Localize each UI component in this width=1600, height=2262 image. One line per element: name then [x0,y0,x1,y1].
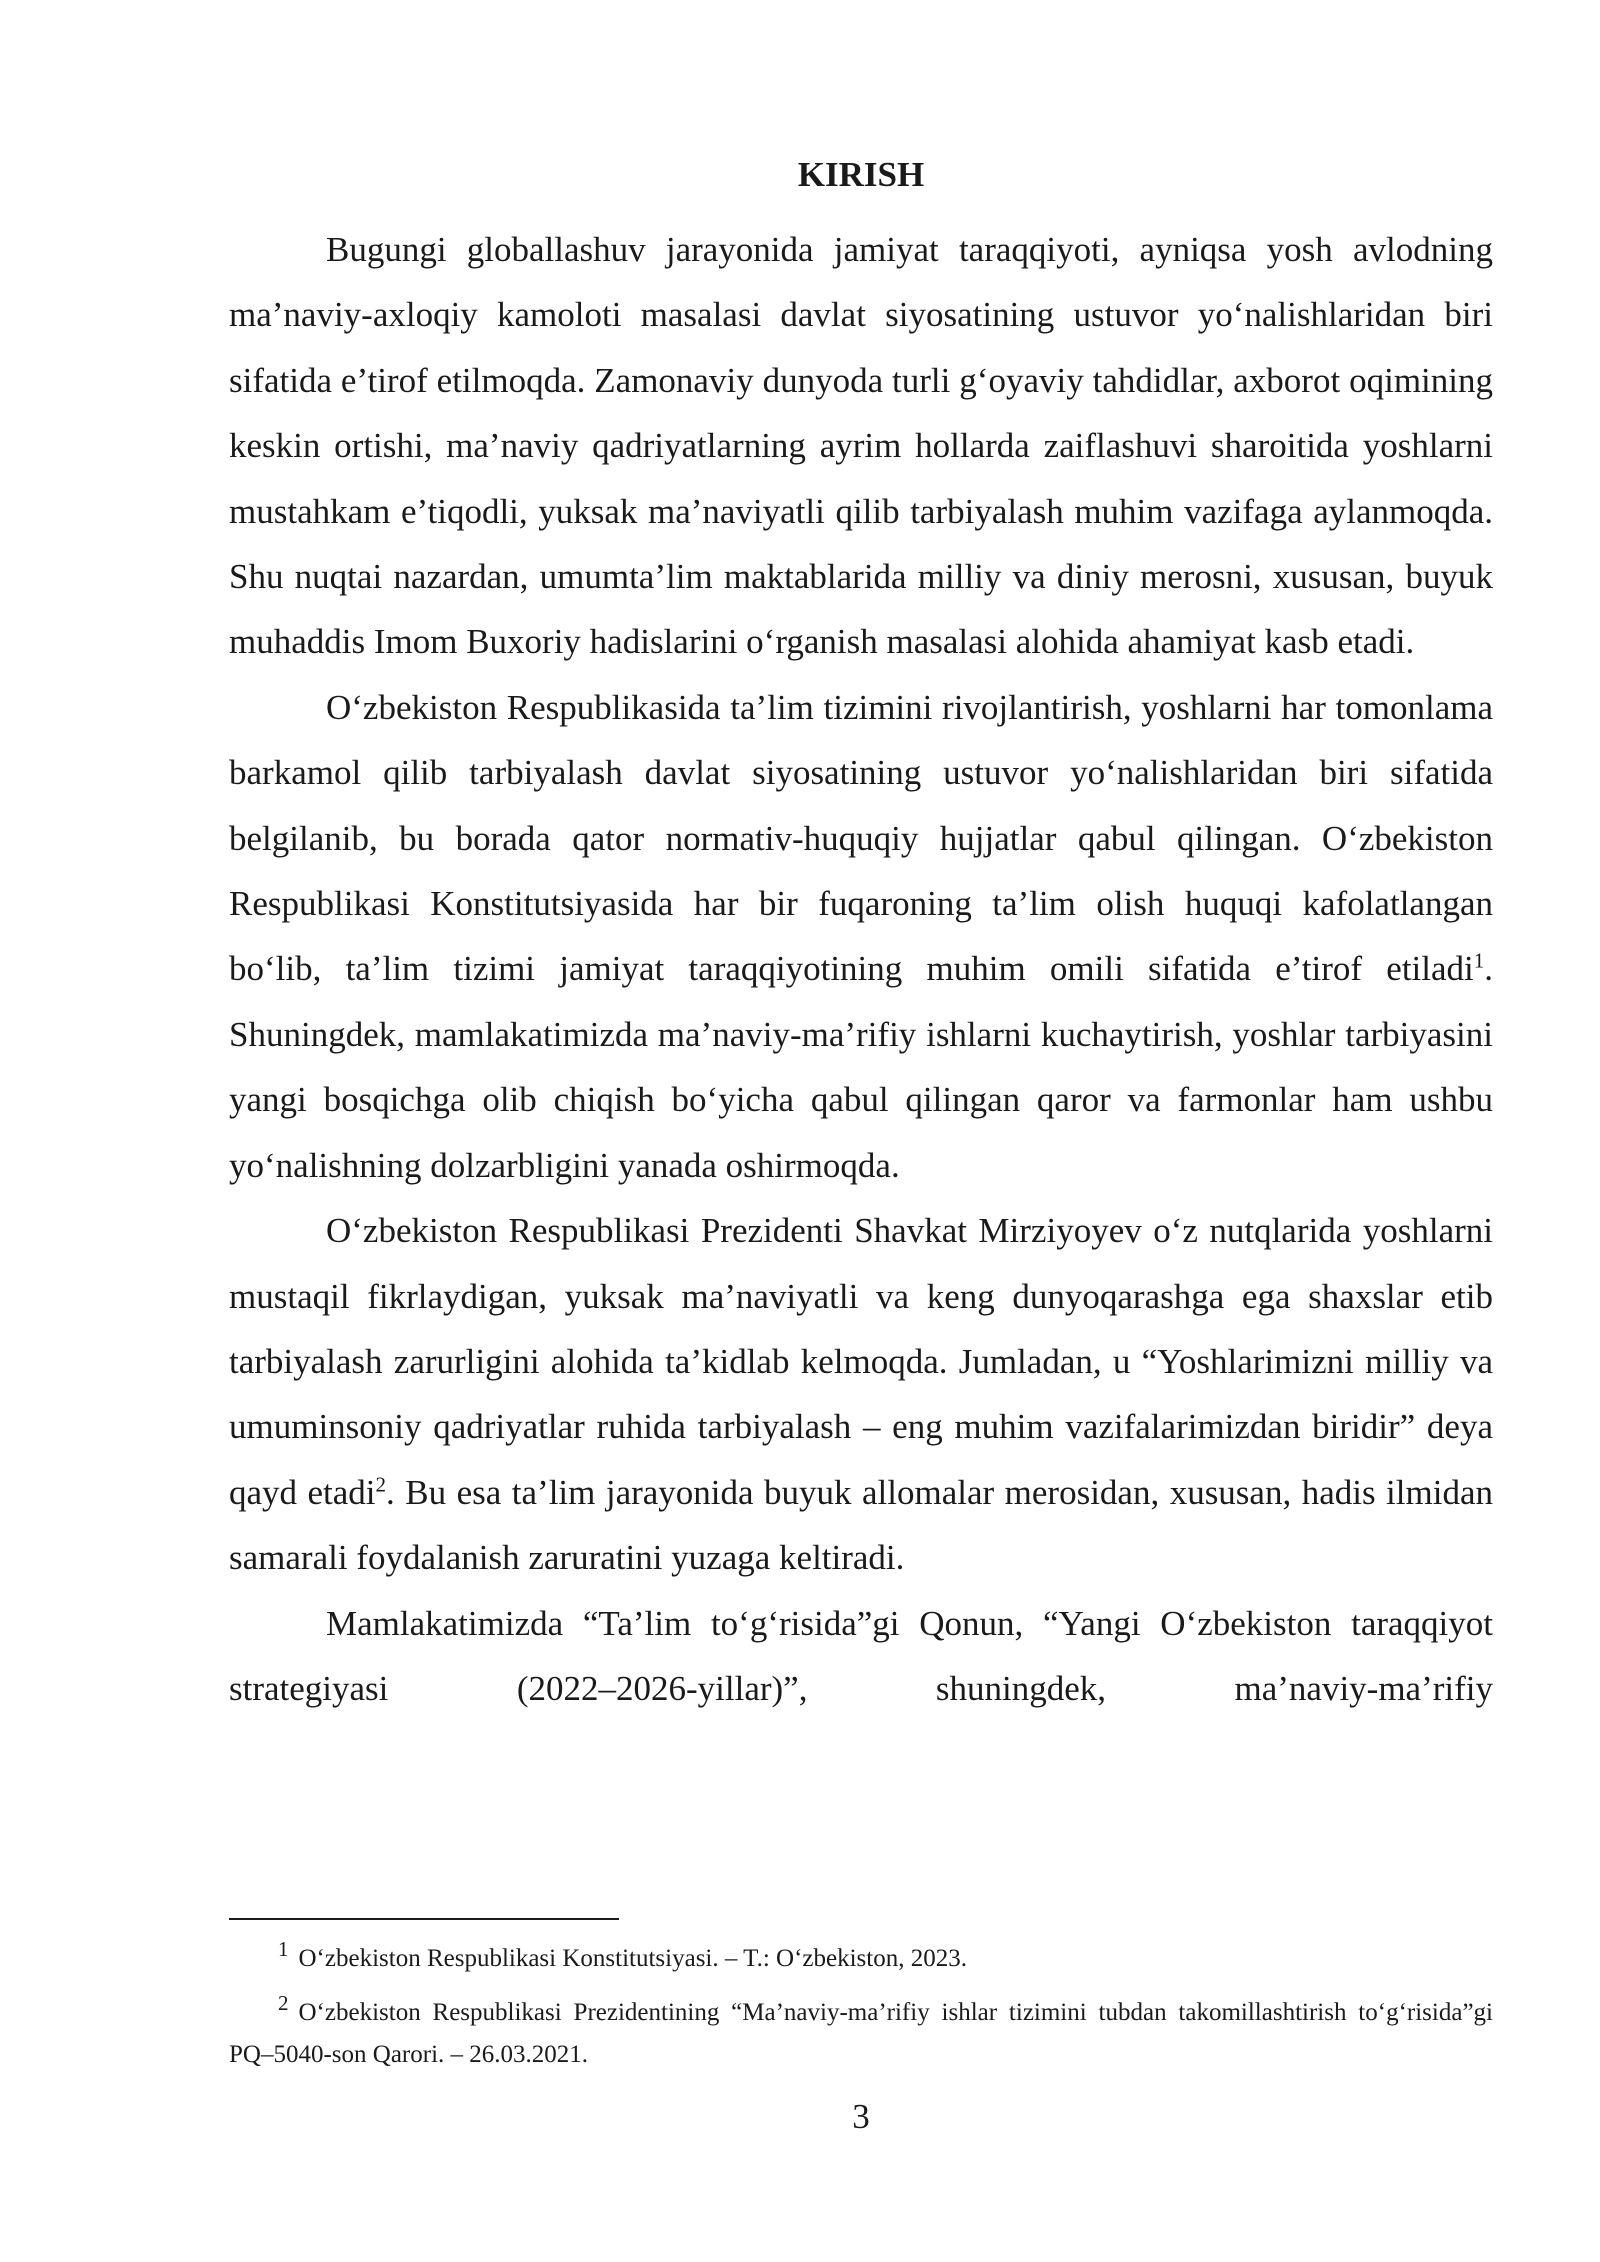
footnote-reference-1: 1 [1473,948,1485,973]
paragraph-text: . Shuningdek, mamlakatimizda ma’naviy-ma’rifiy ishlarni kuchaytirish, yoshlar tarbiyasini yangi bosqichga olib chiqish bo‘yicha qabul qilingan qaror va farmonlar ham ushbu yo‘nalishning dolzarbligini yanada oshirmoqda. [229,949,1493,1185]
body-text [229,217,1493,1721]
paragraph-text: Mamlakatimizda “Ta’lim to‘g‘risida”gi Qonun, “Yangi O‘zbekiston taraqqiyot strategiyasi (2022–2026-yillar)”, shuningdek, ma’naviy-ma’rifiy [229,1603,1493,1708]
footnote-2 [229,1992,1493,2076]
footnote-1 [229,1938,1493,1980]
paragraph-1 [229,217,1493,675]
footnote-mark: 2 [278,1991,289,2015]
footnote-text: O‘zbekiston Respublikasi Prezidentining “Ma’naviy-ma’rifiy ishlar tizimini tubdan takomillashtirish to‘g‘risida”gi PQ–5040-son Qarori. – 26.03.2021. [229,1999,1493,2068]
paragraph-3 [229,1198,1493,1590]
page-number: 3 [852,2097,870,2136]
footnote-mark: 1 [278,1937,289,1961]
footnote-text: O‘zbekiston Respublikasi Konstitutsiyasi. – T.: O‘zbekiston, 2023. [298,1945,967,1972]
section-heading: KIRISH [797,155,925,194]
paragraph-text: O‘zbekiston Respublikasida ta’lim tizimini rivojlantirish, yoshlarni har tomonlama barkamol qilib tarbiyalash davlat siyosatining ustuvor yo‘nalishlaridan biri sifatida belgilanib, bu borada qator normativ-huquqiy hujjatlar qabul qilingan. O‘zbekiston Respublikasi Konstitutsiyasida har bir fuqaroning ta’lim olish huquqi kafolatlangan bo‘lib, ta’lim tizimi jamiyat taraqqiyotining muhim omili sifatida e’tirof etiladi [229,687,1493,989]
paragraph-text: . Bu esa ta’lim jarayonida buyuk allomalar merosidan, xususan, hadis ilmidan samarali foydalanish zaruratini yuzaga keltiradi. [229,1472,1493,1578]
footnote-separator [229,1918,619,1920]
paragraph-text: Bugungi globallashuv jarayonida jamiyat taraqqiyoti, ayniqsa yosh avlodning ma’naviy-axloqiy kamoloti masalasi davlat siyosatining ustuvor yo‘nalishlaridan biri sifatida e’tirof etilmoqda. Zamonaviy dunyoda turli g‘oyaviy tahdidlar, axborot oqimining keskin ortishi, ma’naviy qadriyatlarning ayrim hollarda zaiflashuvi sharoitida yoshlarni mustahkam e’tiqodli, yuksak ma’naviyatli qilib tarbiyalash muhim vazifaga aylanmoqda. Shu nuqtai nazardan, umumta’lim maktablarida milliy va diniy merosni, xususan, buyuk muhaddis Imom Buxoriy hadislarini o‘rganish masalasi alohida ahamiyat kasb etadi. [229,230,1493,662]
paragraph-4 [229,1591,1493,1722]
paragraph-2 [229,675,1493,1198]
footnotes [229,1938,1493,2088]
paragraph-text: O‘zbekiston Respublikasi Prezidenti Shavkat Mirziyoyev o‘z nutqlarida yoshlarni mustaqil fikrlaydigan, yuksak ma’naviyatli va keng dunyoqarashga ega shaxslar etib tarbiyalash zarurligini alohida ta’kidlab kelmoqda. Jumladan, u “Yoshlarimizni milliy va umuminsoniy qadriyatlar ruhida tarbiyalash – eng muhim vazifalarimizdan biridir” deya qayd etadi [229,1211,1493,1512]
footnote-reference-2: 2 [375,1472,387,1497]
